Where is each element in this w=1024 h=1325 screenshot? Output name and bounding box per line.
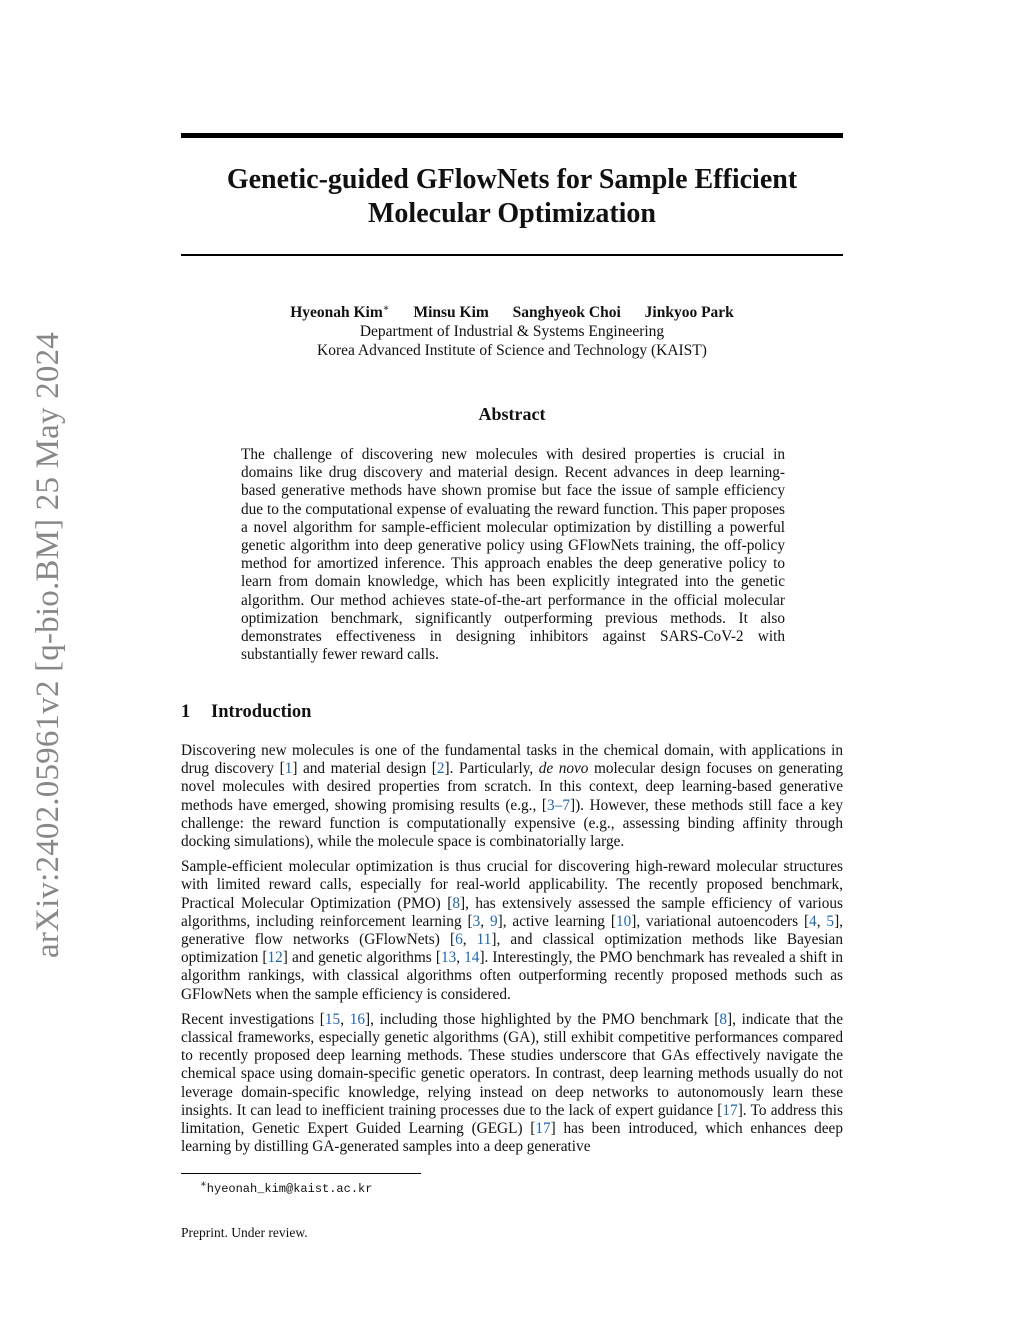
- author-block: [181, 299, 843, 360]
- text-run: ], including those highlighted by the PMO benchmark [: [365, 1010, 720, 1028]
- author-institution: Korea Advanced Institute of Science and Technology (KAIST): [317, 342, 707, 360]
- author-3: Sanghyeok Choi: [512, 304, 621, 322]
- text-run: ], indicate that the classical frameworks, especially genetic algorithms (GA), still exhibit competitive performances compared to recently proposed deep learning methods. These studies underscore that GAs effectively navigate the chemical space using domain-specific genetic operators. In contrast, deep learning methods usually do not leverage domain-specific knowledge, relying instead on deep networks to autonomously learn these insights. It can lead to inefficient training processes due to the lack of expert guidance [: [181, 1010, 843, 1119]
- citation-link[interactable]: 12: [267, 949, 283, 967]
- text-run: ,: [480, 912, 490, 930]
- citation-link[interactable]: 16: [349, 1010, 366, 1028]
- text-run: ], generative flow networks (GFlowNets) [: [181, 912, 843, 949]
- citation-link[interactable]: 17: [535, 1120, 551, 1138]
- text-run: ] and material design [: [292, 760, 437, 778]
- text-run: ,: [456, 949, 465, 967]
- citation-link[interactable]: 3–7: [547, 796, 570, 814]
- text-run: ], and classical optimization methods like Bayesian optimization [: [181, 931, 843, 967]
- citation-link[interactable]: 3: [472, 912, 481, 930]
- text-run: ]). However, these methods still face a key challenge: the reward function is computationally expensive (e.g., assessing binding affinity through docking simulations), while the molecule space is combinatorially large.: [181, 796, 843, 851]
- footnote-rule: [181, 1173, 421, 1174]
- author-2: Minsu Kim: [413, 304, 489, 322]
- text-run: ,: [462, 931, 477, 949]
- citation-link[interactable]: 6: [455, 931, 463, 949]
- title-bottom-rule: [181, 254, 843, 256]
- section-title: Introduction: [211, 702, 312, 722]
- title-line-1: Genetic-guided GFlowNets for Sample Efficient: [226, 164, 798, 195]
- intro-paragraph-2: [181, 858, 843, 1004]
- text-run: ,: [816, 912, 827, 930]
- title-top-rule: [181, 133, 843, 138]
- footnote-email[interactable]: hyeonah_kim@kaist.ac.kr: [206, 1182, 373, 1196]
- text-run: ]. Particularly,: [444, 760, 539, 778]
- citation-link[interactable]: 2: [436, 760, 445, 778]
- text-run: Recent investigations [: [181, 1010, 325, 1028]
- text-run: Discovering new molecules is one of the fundamental tasks in the chemical domain, with applications in drug discovery [: [181, 742, 843, 778]
- citation-link[interactable]: 11: [476, 931, 492, 949]
- citation-link[interactable]: 1: [284, 760, 293, 778]
- text-run: ]. Interestingly, the PMO benchmark has revealed a shift in algorithm rankings, with classical algorithms often outperforming recently proposed methods such as GFlowNets when the sample efficiency is considered.: [181, 949, 843, 1003]
- emphasis-text: de novo: [538, 760, 589, 778]
- citation-link[interactable]: 9: [489, 912, 498, 930]
- intro-paragraph-3: [181, 1011, 843, 1157]
- citation-link[interactable]: 13: [440, 949, 457, 967]
- intro-paragraph-1: [181, 742, 843, 851]
- author-1-name: Hyeonah Kim: [290, 304, 383, 322]
- citation-link[interactable]: 4: [809, 912, 817, 930]
- author-department: Department of Industrial & Systems Engineering: [359, 323, 665, 341]
- text-run: ]. To address this limitation, Genetic Expert Guided Learning (GEGL) [: [181, 1101, 843, 1138]
- author-names: [181, 299, 843, 322]
- corresponding-author-mark: ∗: [382, 303, 390, 314]
- citation-link[interactable]: 8: [452, 894, 460, 912]
- arxiv-identifier-stamp: arXiv:2402.05961v2 [q-bio.BM] 25 May 2024: [30, 332, 66, 958]
- introduction-body: [181, 742, 843, 1163]
- citation-link[interactable]: 10: [615, 912, 632, 930]
- text-run: ], active learning [: [497, 912, 616, 930]
- text-run: ,: [340, 1010, 350, 1028]
- text-run: ], has extensively assessed the sample efficiency of various algorithms, including reinforcement learning [: [181, 894, 843, 930]
- text-run: ] and genetic algorithms [: [282, 949, 441, 967]
- text-run: ], variational autoencoders [: [631, 912, 810, 930]
- text-run: Sample-efficient molecular optimization is thus crucial for discovering high-reward molecular structures with limited reward calls, especially for real-world applicability. The recently proposed benchmark, Practical Molecular Optimization (PMO) [: [181, 858, 843, 912]
- citation-link[interactable]: 15: [324, 1010, 341, 1028]
- section-number: 1: [181, 702, 191, 722]
- citation-link[interactable]: 5: [826, 912, 835, 930]
- citation-link[interactable]: 17: [722, 1101, 738, 1119]
- footnote-mark: ∗: [200, 1179, 207, 1190]
- preprint-note: Preprint. Under review.: [181, 1225, 308, 1240]
- footnote: [200, 1177, 372, 1197]
- citation-link[interactable]: 14: [464, 949, 480, 967]
- text-run: ] has been introduced, which enhances deep learning by distilling GA-generated samples into a deep generative: [181, 1120, 843, 1156]
- citation-link[interactable]: 8: [719, 1010, 727, 1028]
- author-4: Jinkyoo Park: [644, 304, 734, 322]
- paper-title: [181, 163, 843, 231]
- section-heading-introduction: [181, 701, 843, 723]
- author-1: [290, 304, 389, 321]
- abstract-heading: Abstract: [478, 404, 546, 424]
- abstract-text: The challenge of discovering new molecules with desired properties is crucial in domains like drug discovery and material design. Recent advances in deep learning-based generative methods have shown promise but face the issue of sample efficiency due to the computational expense of evaluating the reward function. This paper proposes a novel algorithm for sample-efficient molecular optimization by distilling a powerful genetic algorithm into deep generative policy using GFlowNets training, the off-policy method for amortized inference. This approach enables the deep generative policy to learn from domain knowledge, which has been explicitly integrated into the genetic algorithm. Our method achieves state-of-the-art performance in the official molecular optimization benchmark, significantly outperforming previous methods. It also demonstrates effectiveness in designing inhibitors against SARS-CoV-2 with substantially fewer reward calls.: [241, 446, 785, 664]
- text-run: molecular design focuses on generating novel molecules with desired properties from scratch. In this context, deep learning-based generative methods have emerged, showing promising results (e.g., [: [181, 760, 843, 814]
- title-line-2: Molecular Optimization: [368, 198, 656, 229]
